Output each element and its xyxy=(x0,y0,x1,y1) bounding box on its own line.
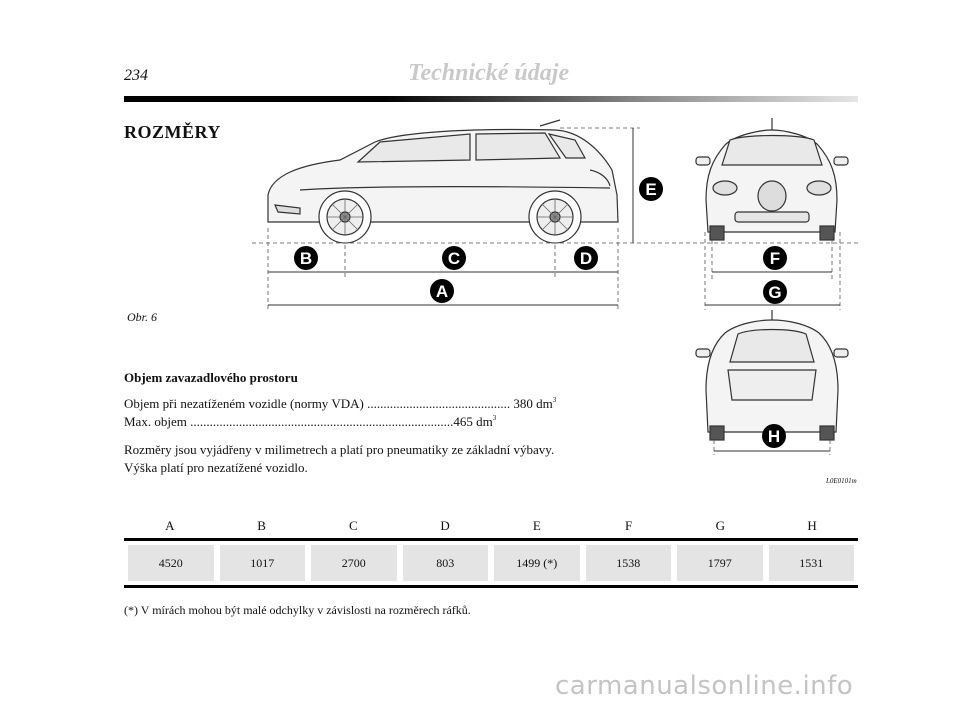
table-cell: 1538 xyxy=(586,545,672,581)
table-cell: 2700 xyxy=(311,545,397,581)
luggage-heading: Objem zavazadlového prostoru xyxy=(124,370,298,385)
figure-label: Obr. 6 xyxy=(127,310,158,324)
marker-d-label: D xyxy=(579,249,593,268)
spec-value-max: 465 dm xyxy=(453,414,493,429)
watermark: carmanualsonline.info xyxy=(555,671,854,701)
table-cell: 1531 xyxy=(769,545,855,581)
table-cell: 4520 xyxy=(128,545,214,581)
column-header: F xyxy=(625,518,633,533)
dimensions-table-header xyxy=(124,518,858,534)
figure-code: L0E0101m xyxy=(826,477,857,485)
dimensions-table-row xyxy=(124,545,858,581)
header-rule xyxy=(124,96,858,102)
column-header: D xyxy=(440,518,450,533)
marker-g-label: G xyxy=(768,283,782,302)
unit-exponent: 3 xyxy=(552,396,557,404)
spec-label-max: Max. objem xyxy=(124,414,191,429)
marker-c-label: C xyxy=(447,249,461,268)
table-rule xyxy=(124,585,858,588)
dot-leader: ................................................................................. xyxy=(190,414,454,429)
table-cell: 1017 xyxy=(220,545,306,581)
marker-f-label: F xyxy=(769,249,781,268)
table-cell: 803 xyxy=(403,545,489,581)
marker-a-label: A xyxy=(435,282,449,301)
column-header: C xyxy=(349,518,358,533)
column-header: E xyxy=(532,518,541,533)
spec-line-max xyxy=(124,414,614,430)
footnote: (*) V mírách mohou být malé odchylky v závislosti na rozměrech ráfků. xyxy=(124,603,471,617)
column-header: H xyxy=(807,518,817,533)
table-rule xyxy=(124,538,858,541)
spec-line-unloaded xyxy=(124,396,614,412)
marker-b-label: B xyxy=(299,249,313,268)
unit-exponent: 3 xyxy=(492,414,497,422)
note-line-1: Rozměry jsou vyjádřeny v milimetrech a platí pro pneumatiky ze základní výbavy. xyxy=(124,442,555,457)
marker-h-label: H xyxy=(767,427,781,446)
section-title: ROZMĚRY xyxy=(124,122,221,142)
column-header: G xyxy=(715,518,726,533)
spec-label-unloaded: Objem při nezatíženém vozidle (normy VDA) xyxy=(124,396,368,411)
table-cell: 1797 xyxy=(677,545,763,581)
column-header: A xyxy=(165,518,175,533)
running-title: Technické údaje xyxy=(408,60,570,86)
dot-leader: ............................................ xyxy=(367,396,511,411)
page-number: 234 xyxy=(124,67,148,84)
column-header: B xyxy=(257,518,266,533)
note-line-2: Výška platí pro nezatížené vozidlo. xyxy=(124,460,308,475)
spec-value-unloaded: 380 dm xyxy=(510,396,553,411)
table-cell: 1499 (*) xyxy=(494,545,580,581)
marker-e-label: E xyxy=(645,180,657,199)
